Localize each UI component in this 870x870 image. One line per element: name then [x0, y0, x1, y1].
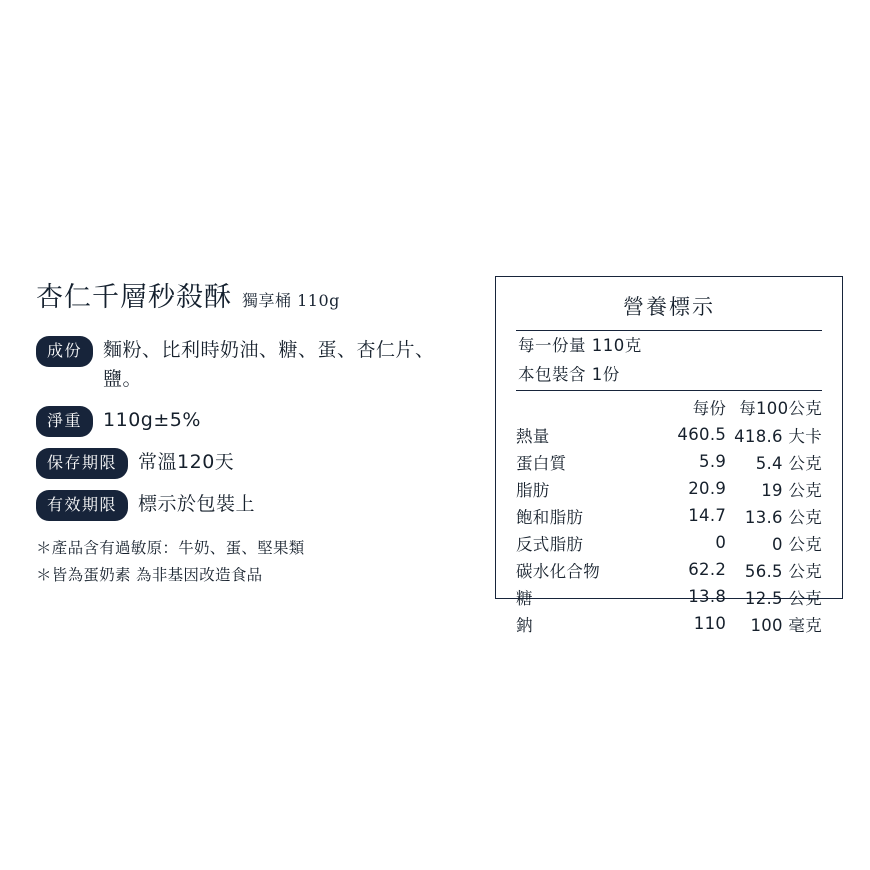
nutrition-table-header — [516, 394, 822, 422]
nutrition-title: 營養標示 — [623, 295, 715, 319]
spec-row-ingredients — [36, 336, 476, 395]
nutrient-per-serving: 13.8 — [688, 587, 727, 607]
nutrient-per-serving: 14.7 — [688, 506, 727, 526]
table-row — [516, 610, 822, 637]
table-row — [516, 583, 822, 610]
note-diet: ＊皆為蛋奶素 為非基因改造食品 — [36, 566, 263, 584]
nutrient-label: 鈉 — [516, 615, 533, 635]
product-title-row — [36, 275, 476, 314]
nutrient-per-serving: 62.2 — [688, 560, 727, 580]
nutrient-label: 碳水化合物 — [516, 561, 600, 581]
nutrient-per-serving: 110 — [693, 614, 727, 634]
note-allergen: ＊產品含有過敏原：牛奶、蛋、堅果類 — [36, 538, 305, 557]
spec-row-shelf-life — [36, 448, 476, 479]
spec-value-expiry: 標示於包裝上 — [138, 492, 256, 515]
nutrient-per-100g: 0 公克 — [772, 534, 822, 554]
spec-row-net-weight — [36, 406, 476, 437]
nutrition-table — [516, 394, 822, 638]
nutrient-per-100g: 5.4 公克 — [755, 453, 822, 473]
nutrient-per-100g: 100 毫克 — [750, 615, 822, 635]
table-row — [516, 475, 822, 502]
spec-value-ingredients: 麵粉、比利時奶油、糖、蛋、杏仁片、鹽。 — [103, 339, 435, 391]
nutrient-per-serving: 5.9 — [699, 452, 727, 472]
nutrient-per-serving: 20.9 — [688, 479, 727, 499]
nutrient-label: 熱量 — [516, 426, 550, 446]
nutrition-col-per-serving: 每份 — [692, 399, 727, 419]
nutrition-col-blank — [516, 394, 651, 422]
spec-tag-expiry: 有效期限 — [36, 490, 128, 521]
nutrient-per-serving: 0 — [715, 533, 727, 553]
product-variant: 獨享桶 110g — [242, 291, 340, 310]
nutrient-label: 蛋白質 — [516, 453, 567, 473]
spec-tag-shelf-life: 保存期限 — [36, 448, 128, 479]
table-row — [516, 529, 822, 556]
nutrition-serving-size: 每一份量 110克 — [518, 336, 642, 355]
nutrient-label: 糖 — [516, 588, 533, 608]
spec-tag-net-weight: 淨重 — [36, 406, 93, 437]
nutrient-per-100g: 19 公克 — [761, 480, 822, 500]
table-row — [516, 421, 822, 448]
nutrient-label: 反式脂肪 — [516, 534, 584, 554]
nutrition-col-per-100g: 每100公克 — [739, 399, 822, 419]
nutrient-label: 飽和脂肪 — [516, 507, 584, 527]
nutrient-per-100g: 13.6 公克 — [744, 507, 822, 527]
table-row — [516, 556, 822, 583]
nutrient-per-100g: 12.5 公克 — [744, 588, 822, 608]
table-row — [516, 448, 822, 475]
nutrient-label: 脂肪 — [516, 480, 550, 500]
product-info-block — [36, 275, 476, 589]
nutrient-per-serving: 460.5 — [677, 425, 727, 445]
nutrient-per-100g: 418.6 大卡 — [734, 426, 822, 446]
nutrient-per-100g: 56.5 公克 — [744, 561, 822, 581]
nutrition-facts-panel — [495, 276, 843, 635]
spec-value-net-weight: 110g±5% — [103, 408, 201, 431]
page-title: 杏仁千層秒殺酥 — [36, 282, 232, 313]
spec-tag-ingredients: 成份 — [36, 336, 93, 367]
allergen-notes — [36, 535, 476, 589]
spec-value-shelf-life: 常溫120天 — [138, 450, 235, 473]
spec-row-expiry — [36, 490, 476, 521]
nutrition-servings-per-pack: 本包裝含 1份 — [518, 365, 620, 385]
nutrition-divider-mid — [516, 390, 822, 391]
table-row — [516, 502, 822, 529]
